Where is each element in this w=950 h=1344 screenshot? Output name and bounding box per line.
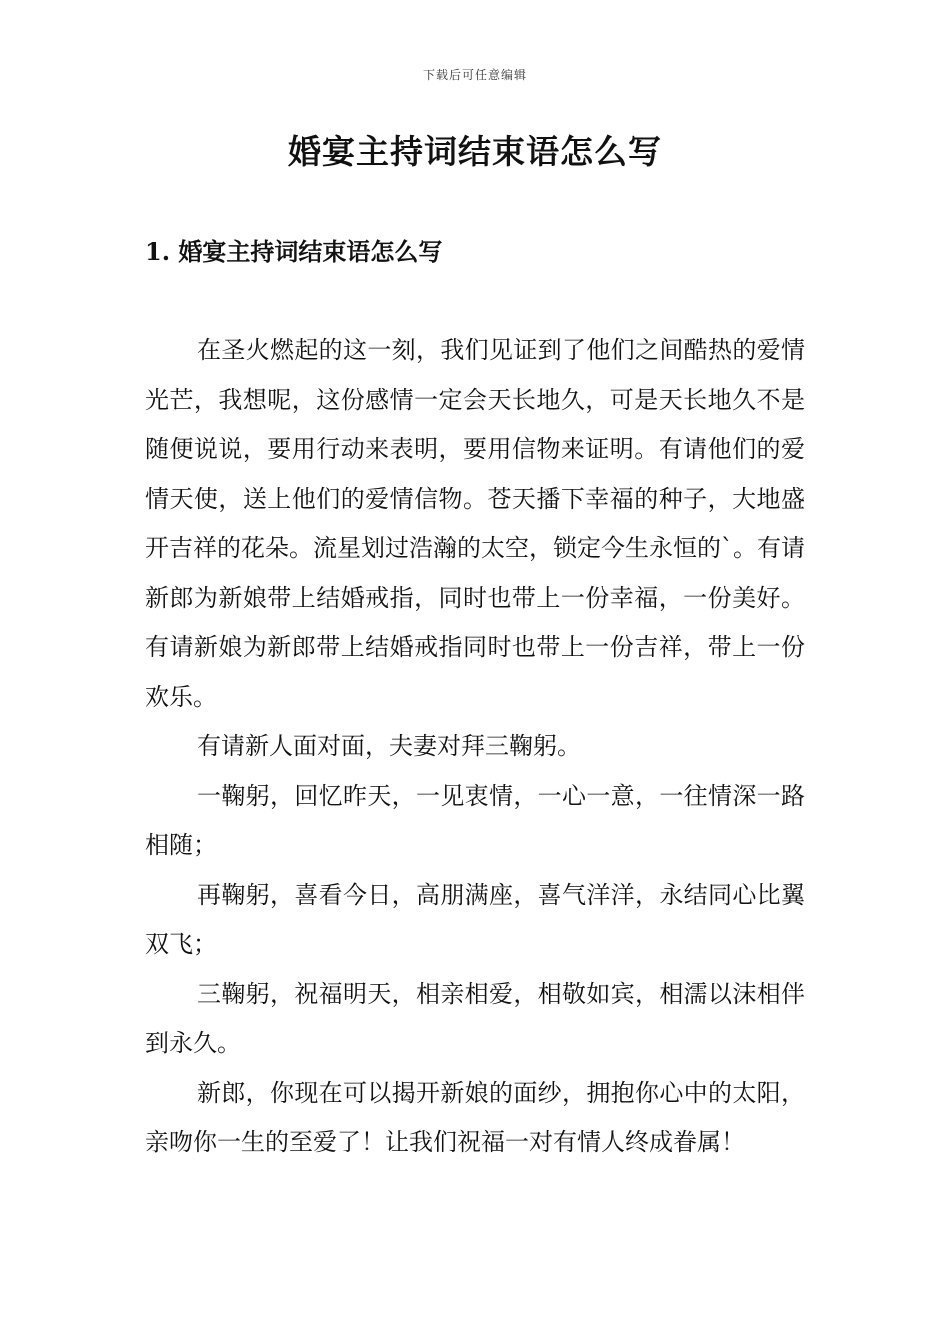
section-heading: 1. 婚宴主持词结束语怎么写	[145, 237, 443, 266]
paragraph-second-bow: 再鞠躬，喜看今日，高朋满座，喜气洋洋，永结同心比翼双飞；	[145, 880, 805, 958]
paragraph-bow-intro: 有请新人面对面，夫妻对拜三鞠躬。	[197, 732, 581, 760]
paragraph-first-bow: 一鞠躬，回忆昨天，一见衷情，一心一意，一往情深一路相随；	[145, 781, 805, 859]
paragraph-closing: 新郎，你现在可以揭开新娘的面纱，拥抱你心中的太阳，亲吻你一生的至爱了！让我们祝福一对有情人终成眷属！	[145, 1078, 805, 1156]
paragraph-ring-exchange: 在圣火燃起的这一刻，我们见证到了他们之间酷热的爱情光芒，我想呢，这份感情一定会天长地久，可是天长地久不是随便说说，要用行动来表明，要用信物来证明。有请他们的爱情天使，送上他们的爱情信物。苍天播下幸福的种子，大地盛开吉祥的花朵。流星划过浩瀚的太空，锁定今生永恒的`。有请新郎为新娘带上结婚戒指，同时也带上一份幸福，一份美好。有请新娘为新郎带上结婚戒指同时也带上一份吉祥，带上一份欢乐。	[145, 336, 805, 711]
header-note: 下载后可任意编辑	[422, 68, 527, 82]
paragraph-third-bow: 三鞠躬，祝福明天，相亲相爱，相敬如宾，相濡以沫相伴到永久。	[145, 979, 805, 1057]
document-body	[145, 326, 805, 1168]
document-title: 婚宴主持词结束语怎么写	[288, 132, 662, 171]
